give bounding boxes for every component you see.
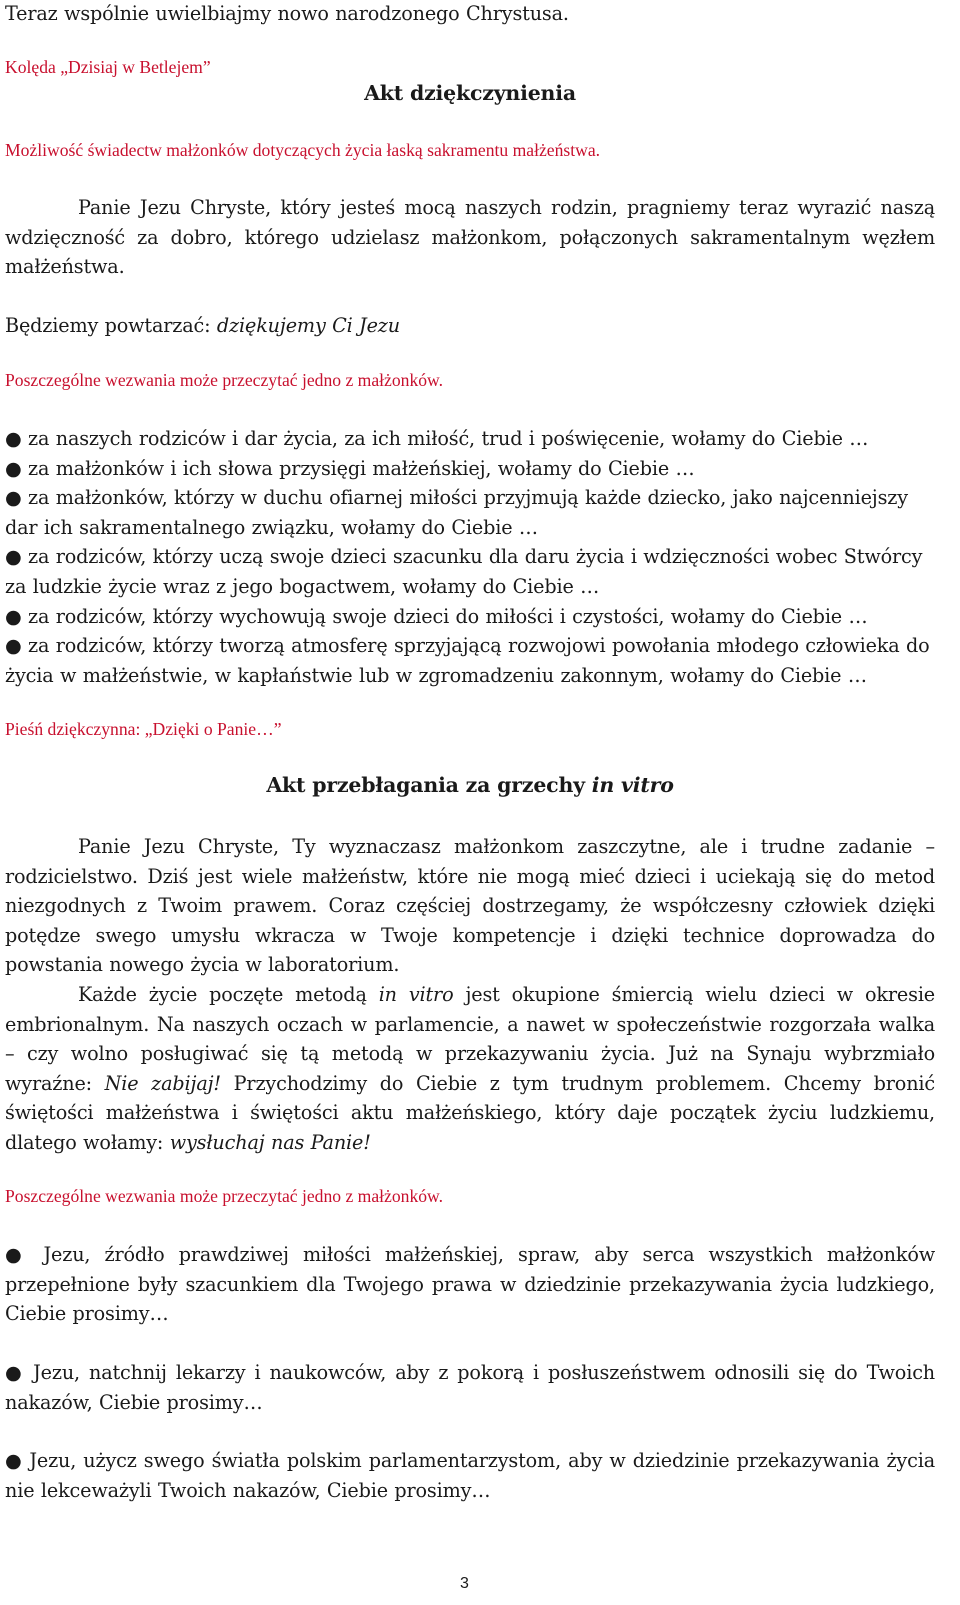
invocation-item: ● za naszych rodziców i dar życia, za ich miłość, trud i poświęcenie, wołamy do Ciebie … bbox=[5, 427, 869, 450]
invocation-item: ● za rodziców, którzy wychowują swoje dzieci do miłości i czystości, wołamy do Ciebie … bbox=[5, 604, 868, 628]
invocation-item: ● za małżonków i ich słowa przysięgi małżeńskiej, wołamy do Ciebie … bbox=[5, 456, 695, 480]
readers-note-2: Poszczególne wezwania może przeczytać jedno z małżonków. bbox=[5, 1186, 444, 1206]
petition-item: ● Jezu, natchnij lekarzy i naukowców, aby z pokorą i posłuszeństwem odnosili się do Twoich nakazów, Ciebie prosimy… bbox=[5, 1361, 935, 1414]
section-heading-atonement bbox=[5, 773, 935, 797]
atonement-heading-italic: in vitro bbox=[591, 773, 674, 797]
readers-note-1: Poszczególne wezwania może przeczytać jedno z małżonków. bbox=[5, 370, 444, 390]
section-heading-thanksgiving: Akt dziękczynienia bbox=[364, 81, 576, 105]
repeat-prefix: Będziemy powtarzać: bbox=[5, 314, 211, 337]
atonement-paragraph-2 bbox=[5, 980, 935, 1158]
p2-text-a: Każde życie poczęte metodą bbox=[78, 983, 367, 1006]
invocation-item: ● za małżonków, którzy w duchu ofiarnej miłości przyjmują każde dziecko, jako najcenniejszy dar ich sakramentalnego związku, wołamy do Ciebie … bbox=[5, 486, 908, 539]
invocation-item: ● za rodziców, którzy uczą swoje dzieci szacunku dla daru życia i wdzięczności wobec Stwórcy za ludzkie życie wraz z jego bogactwem, wołamy do Ciebie … bbox=[5, 545, 923, 598]
invocation-list bbox=[5, 424, 935, 690]
p2-italic-commandment: Nie zabijaj! bbox=[104, 1071, 221, 1095]
repeat-response: dziękujemy Ci Jezu bbox=[216, 314, 400, 337]
petition-item: ● Jezu, użycz swego światła polskim parlamentarzystom, aby w dziedzinie przekazywania życia nie lekceważyli Twoich nakazów, Ciebie prosimy… bbox=[5, 1449, 935, 1502]
p2-text-b: jest okupione śmiercią wielu dzieci w okresie embrionalnym. Na naszych oczach w parlamencie, a nawet w społeczeństwie rozgorzała walka – czy wolno posługiwać się tą metodą w przekazywaniu życia. Już na Synaju wybrzmiało wyraźne: bbox=[5, 983, 936, 1095]
atonement-heading-main: Akt przebłagania za grzechy bbox=[266, 773, 585, 797]
intro-line: Teraz wspólnie uwielbiajmy nowo narodzonego Chrystusa. bbox=[5, 2, 569, 25]
repeat-line bbox=[5, 311, 400, 341]
page-number: 3 bbox=[460, 1575, 469, 1592]
testimony-instruction: Możliwość świadectw małżonków dotyczących życia łaską sakramentu małżeństwa. bbox=[5, 140, 601, 160]
p2-italic-in-vitro: in vitro bbox=[378, 983, 454, 1006]
p2-text-c: Przychodzimy do Ciebie z tym trudnym problemem. Chcemy bronić świętości małżeństwa i świętości aktu małżeńskiego, który daje początek życiu ludzkiemu, dlatego wołamy: bbox=[5, 1071, 935, 1154]
hymn-note: Pieśń dziękczynna: „Dzięki o Panie…” bbox=[5, 719, 282, 739]
carol-note: Kolęda „Dzisiaj w Betlejem” bbox=[5, 57, 211, 77]
invocation-item: ● za rodziców, którzy tworzą atmosferę sprzyjającą rozwojowi powołania młodego człowieka do życia w małżeństwie, w kapłaństwie lub w zgromadzeniu zakonnym, wołamy do Ciebie … bbox=[5, 634, 930, 687]
petition-item: ● Jezu, źródło prawdziwej miłości małżeńskiej, spraw, aby serca wszystkich małżonków przepełnione były szacunkiem dla Twojego prawa w dziedzinie przekazywania życia ludzkiego, Ciebie prosimy… bbox=[5, 1243, 935, 1326]
atonement-paragraph-1: Panie Jezu Chryste, Ty wyznaczasz małżonkom zaszczytne, ale i trudne zadanie – rodzicielstwo. Dziś jest wiele małżeństw, które nie mogą mieć dzieci i uciekają się do metod niezgodnych z Twoim prawem. Coraz częściej dostrzegamy, że współczesny człowiek dzięki potędze swego umysłu wkracza w Twoje kompetencje i dzięki technice doprowadza do powstania nowego życia w laboratorium. bbox=[5, 835, 935, 977]
thanksgiving-paragraph: Panie Jezu Chryste, który jesteś mocą naszych rodzin, pragniemy teraz wyrazić naszą wdzięczność za dobro, którego udzielasz małżonkom, połączonych sakramentalnym węzłem małżeństwa. bbox=[5, 196, 935, 279]
p2-italic-response: wysłuchaj nas Panie! bbox=[169, 1130, 371, 1154]
